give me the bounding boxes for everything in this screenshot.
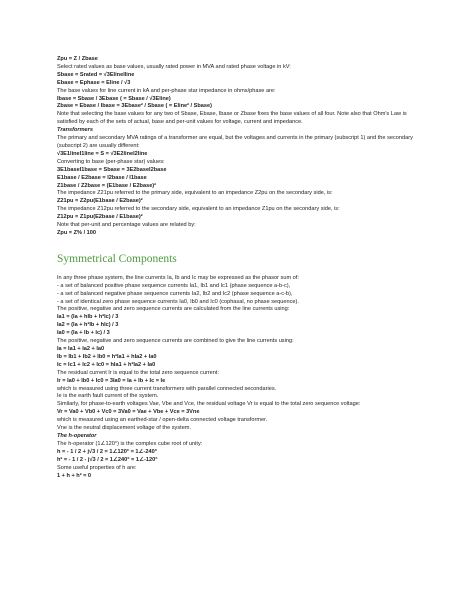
text-line: The impedance Z21pu referred to the primary side, equivalent to an impedance Z2pu on the secondary side, is:	[57, 190, 333, 197]
text-line: 1 + h + h² = 0	[57, 472, 92, 479]
text-line: The positive, negative and zero sequence currents are combined to give the line currents using:	[57, 338, 294, 345]
text-line: Ir = Ia0 + Ib0 + Ic0 = 3Ia0 = Ia + Ib + Ic = Ie	[57, 377, 166, 384]
text-line: The primary and secondary MVA ratings of a transformer are equal, but the voltages and currents in the primary (subscript 1) and the secondary (subscript 2) are usually different:	[57, 135, 413, 149]
text-line: In any three phase system, the line currents Ia, Ib and Ic may be expressed as the phasor sum of:	[57, 274, 299, 281]
text-line: The positive, negative and zero sequence currents are calculated from the line currents using:	[57, 306, 290, 313]
text-line: Z1base / Z2base = (E1base / E2base)²	[57, 182, 157, 189]
section-heading: Symmetrical Components	[57, 252, 177, 265]
document-page	[57, 56, 427, 480]
text-line: √3E1lineI1line = S = √3E2lineI2line	[57, 150, 148, 157]
text-line: 3E1baseI1base = Sbase = 3E2baseI2base	[57, 166, 167, 173]
per-unit-section	[57, 56, 427, 238]
text-line: Vne is the neutral displacement voltage of the system.	[57, 425, 192, 432]
text-line: Ibase = Sbase / 3Ebase ( = Sbase / √3Eline)	[57, 95, 171, 102]
text-line: Ie is the earth fault current of the system.	[57, 393, 159, 400]
text-line: Sbase = Srated = √3ElineIline	[57, 71, 135, 78]
text-line: Transformers	[57, 127, 93, 134]
text-line: Zbase = Ebase / Ibase = 3Ebase² / Sbase ( = Eline² / Sbase)	[57, 103, 212, 110]
text-line: - a set of balanced negative phase sequence currents Ia2, Ib2 and Ic2 (phase sequence a-c-b),	[57, 290, 293, 297]
text-line: Similarly, for phase-to-earth voltages Vae, Vbe and Vce, the residual voltage Vr is equal to the total zero sequence voltage:	[57, 401, 361, 408]
symmetrical-components-section	[57, 275, 427, 481]
text-line: h² = - 1 / 2 - j√3 / 2 = 1∠240° = 1∠-120°	[57, 456, 158, 463]
text-line: Ebase = Ephase = Eline / √3	[57, 79, 131, 86]
text-line: Ia2 = (Ia + h²Ib + hIc) / 3	[57, 322, 119, 329]
text-line: Ic = Ic1 + Ic2 + Ic0 = hIa1 + h²Ia2 + Ia0	[57, 361, 156, 368]
text-line: E1base / E2base = I2base / I1base	[57, 174, 147, 181]
text-line: Zpu = Z% / 100	[57, 229, 97, 236]
text-line: h = - 1 / 2 + j√3 / 2 = 1∠120° = 1∠-240°	[57, 448, 157, 455]
text-line: The h-operator	[57, 432, 97, 439]
text-line: Ia1 = (Ia + hIb + h²Ic) / 3	[57, 314, 119, 321]
text-line: The base values for line current in kA and per-phase star impedance in ohms/phase are:	[57, 87, 276, 94]
text-line: Ia = Ia1 + Ia2 + Ia0	[57, 346, 105, 352]
text-line: Zpu = Z / Zbase	[57, 56, 98, 62]
text-line: - a set of identical zero phase sequence currents Ia0, Ib0 and Ic0 (cophasal, no phase sequence).	[57, 298, 299, 305]
text-line: Converting to base (per-phase star) values:	[57, 158, 165, 165]
text-line: Note that per-unit and percentage values are related by:	[57, 222, 196, 229]
text-line: Z21pu = Z2pu(E1base / E2base)²	[57, 198, 143, 205]
text-line: Select rated values as base values, usually rated power in MVA and rated phase voltage in kV:	[57, 63, 291, 70]
text-line: Z12pu = Z1pu(E2base / E1base)²	[57, 214, 143, 221]
text-line: Some useful properties of h are:	[57, 464, 137, 471]
text-line: The h-operator (1∠120°) is the complex cube root of unity:	[57, 440, 203, 447]
text-line: which is measured using three current transformers with parallel connected secondaries.	[57, 385, 277, 392]
text-line: Ib = Ib1 + Ib2 + Ib0 = h²Ia1 + hIa2 + Ia0	[57, 353, 157, 360]
text-line: Note that selecting the base values for any two of Sbase, Ebase, Ibase or Zbase fixes the base values of all four. Note also that Ohm's Law is satisfied by each of the sets of actual, base and per-unit values for voltage, current and impedance.	[57, 111, 407, 126]
text-line: which is measured using an earthed-star / open-delta connected voltage transformer.	[57, 417, 268, 424]
text-line: The residual current Ir is equal to the total zero sequence current:	[57, 369, 219, 376]
text-line: - a set of balanced positive phase sequence currents Ia1, Ib1 and Ic1 (phase sequence a-b-c),	[57, 282, 291, 289]
text-line: Ia0 = (Ia + Ib + Ic) / 3	[57, 330, 110, 337]
text-line: The impedance Z12pu referred to the secondary side, equivalent to an impedance Z1pu on the secondary side, is:	[57, 206, 340, 213]
text-line: Vr = Va0 + Vb0 + Vc0 = 3Va0 = Vae + Vbe + Vce = 3Vne	[57, 409, 200, 416]
